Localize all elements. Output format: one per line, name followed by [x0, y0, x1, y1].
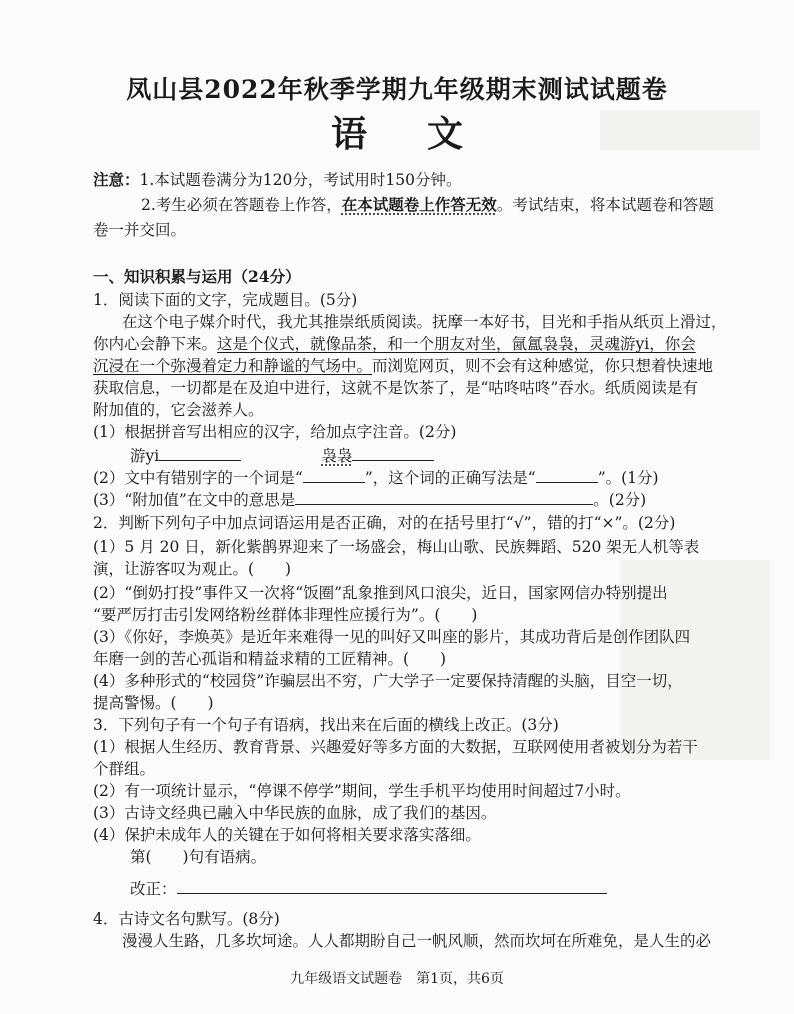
notice-label: 注意：	[93, 170, 140, 189]
q1-passage-text: 而浏览网页，则不会有这种感觉，你只想着快速地	[372, 357, 714, 375]
answer-blank[interactable]	[352, 446, 434, 461]
q3-item: (4）保护未成年人的关键在于如何将相关要求落实落细。	[93, 826, 481, 844]
q3-answer: 第( )句有语病。	[130, 848, 267, 866]
q1-passage-line: 在这个电子媒介时代，我尤其推崇纸质阅读。抚摩一本好书，目光和手指从纸页上滑过，	[122, 313, 727, 331]
q4-passage: 漫漫人生路，几多坎坷途。人人都期盼自己一帆风顺，然而坎坷在所难免，是人生的必	[122, 932, 712, 950]
q2-item: (1）5 月 20 日，新化紫鹊界迎来了一场盛会，梅山山歌、民族舞蹈、520 架无人机等表	[93, 538, 700, 556]
q1-sub1-blanks	[130, 445, 434, 467]
q1-passage-line: 获取信息，一切都是在及迫中进行，这就不是饮茶了，是“咕咚咕咚”吞水。纸质阅读是有	[93, 379, 698, 397]
q1-passage-line: 附加值的，它会滋养人。	[93, 401, 264, 419]
answer-blank[interactable]	[159, 446, 241, 461]
q3-item: (2）有一项统计显示，“停课不停学”期间，学生手机平均使用时间超过7小时。	[93, 782, 631, 800]
q2-item: (2）“倒奶打投”事件又一次将“饭圈”乱象推到风口浪尖，近日，国家网信办特别提出	[93, 584, 668, 602]
q1-passage-line	[93, 333, 696, 355]
notice-line-1	[93, 169, 461, 191]
q3-fix	[130, 878, 607, 900]
q1-passage-text: 你内心会静下来。	[93, 335, 218, 353]
q3-fix-label: 改正：	[130, 880, 177, 898]
q1-sub2	[93, 467, 659, 489]
q3-item: (3）古诗文经典已融入中华民族的血脉，成了我们的基因。	[93, 804, 497, 822]
page-footer: 九年级语文试题卷 第1页，共6页	[290, 971, 504, 987]
section-heading: 一、知识积累与运用（24分）	[93, 267, 301, 286]
notice-item-2c: 。考试结束，将本试题卷和答题	[496, 196, 714, 214]
answer-blank[interactable]	[536, 468, 598, 483]
q1-stem: 1．阅读下面的文字，完成题目。(5分)	[93, 291, 358, 309]
notice-line-3: 卷一并交回。	[93, 221, 187, 239]
q1-sub2-text: ”，这个词的正确写法是“	[364, 469, 536, 487]
subject-title: 语文	[330, 113, 523, 155]
answer-blank[interactable]	[295, 490, 593, 505]
q4-stem: 4．古诗文名句默写。(8分)	[93, 910, 280, 928]
q1-sub2-text: ”。(1分)	[597, 469, 659, 487]
notice-item-1: 1.本试题卷满分为120分，考试用时150分钟。	[139, 171, 462, 189]
q1-sub3-text: 。(2分)	[593, 491, 647, 509]
q1-sub1-a: 游yi	[130, 447, 160, 465]
answer-blank[interactable]	[177, 879, 607, 894]
q2-item: (4）多种形式的“校园贷”诈骗层出不穷，广大学子一定要保持清醒的头脑，目空一切，	[93, 672, 683, 690]
notice-line-2	[141, 194, 714, 216]
answer-blank[interactable]	[303, 468, 365, 483]
q1-passage-line	[93, 355, 713, 377]
exam-title: 凤山县2022年秋季学期九年级期末测试试题卷	[126, 75, 668, 104]
q3-item: (1）根据人生经历、教育背景、兴趣爱好等多方面的大数据，互联网使用者被划分为若干	[93, 738, 698, 756]
q1-underlined-text: 沉浸在一个弥漫着定力和静谧的气场中。	[93, 357, 373, 375]
q1-underlined-text: 这是个仪式，就像品茶，和一个朋友对坐，氤氲袅袅，灵魂游yi，你会	[217, 335, 696, 353]
notice-item-2-emphasis: 在本试题卷上作答无效	[341, 195, 497, 214]
q2-item: (3）《你好，李焕英》是近年来难得一见的叫好又叫座的影片，其成功背后是创作团队四	[93, 628, 691, 646]
q2-item: “要严厉打击引发网络粉丝群体非理性应援行为”。( )	[93, 606, 478, 624]
q3-item: 个群组。	[93, 760, 156, 778]
notice-item-2a: 2.考生必须在答题卷上作答，	[141, 196, 342, 214]
q1-sub1: (1）根据拼音写出相应的汉字，给加点字注音。(2分)	[93, 423, 457, 441]
q2-stem: 2．判断下列句子中加点词语运用是否正确，对的在括号里打“√”，错的打“×”。(2分)	[93, 514, 676, 532]
q1-sub3-text: (3）“附加值”在文中的意思是	[93, 491, 296, 509]
q1-sub3	[93, 489, 646, 511]
q2-item: 提高警惕。( )	[93, 694, 214, 712]
q1-sub1-b: 袅袅	[321, 447, 353, 465]
q1-sub2-text: (2）文中有错别字的一个词是“	[93, 469, 303, 487]
q2-item: 年磨一剑的苦心孤诣和精益求精的工匠精神。( )	[93, 650, 447, 668]
q2-item: 演，让游客叹为观止。( )	[93, 560, 292, 578]
q3-stem: 3．下列句子有一个句子有语病，找出来在后面的横线上改正。(3分)	[93, 716, 559, 734]
